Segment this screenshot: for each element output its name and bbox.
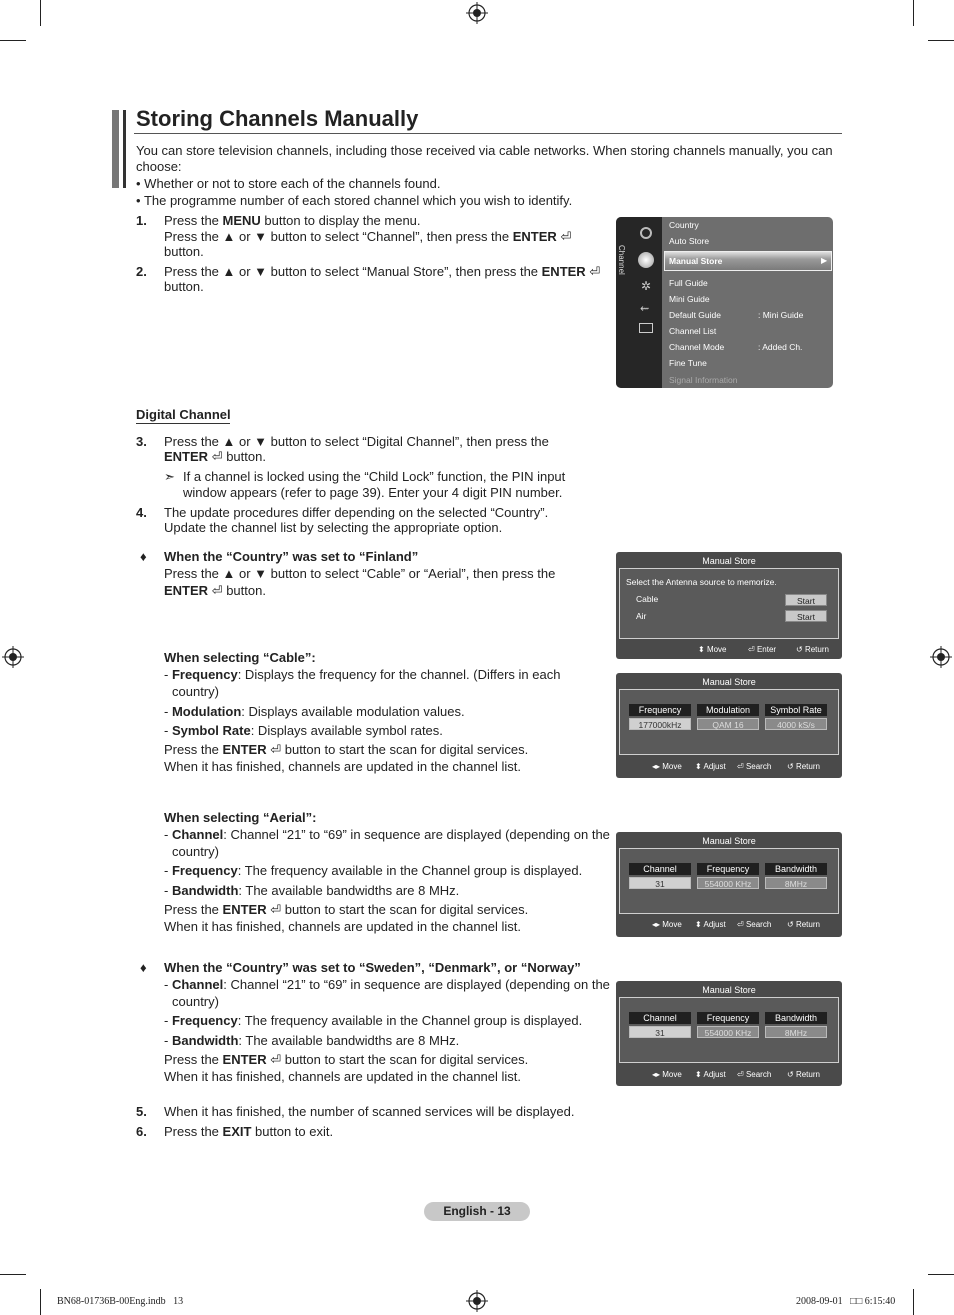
column-header: Bandwidth — [765, 863, 827, 875]
title-rule — [134, 133, 842, 134]
diamond-icon: ♦ — [140, 549, 147, 564]
footer-label: Move — [662, 762, 682, 771]
screen-title: Manual Store — [702, 985, 756, 995]
aerial-heading: When selecting “Aerial”: — [164, 810, 317, 825]
item-text: : The frequency available in the Channel group is displayed. — [237, 863, 583, 878]
menu-item-value: : Added Ch. — [758, 342, 803, 352]
print-file-info: BN68-01736B-00Eng.indb 13 — [57, 1296, 184, 1307]
step-text: Press the ▲ or ▼ button to select “Digital Channel”, then press the — [164, 434, 549, 449]
step-text-part: Press the — [164, 742, 223, 757]
menu-item-signal-information[interactable]: Signal Information — [669, 375, 738, 385]
return-icon: ↺ — [787, 920, 794, 929]
column-header: Frequency — [629, 704, 691, 716]
footer-move — [652, 1070, 682, 1079]
step-key: ENTER — [222, 902, 267, 917]
footer-adjust — [695, 762, 726, 771]
step-text — [164, 1124, 333, 1140]
aerial-item: - Frequency: The frequency available in the Channel group is displayed. — [164, 863, 583, 878]
crop-mark — [913, 0, 914, 26]
return-icon: ↺ — [787, 1070, 794, 1079]
crop-mark — [40, 1289, 41, 1315]
crop-mark — [913, 1289, 914, 1315]
updown-icon: ⬍ — [695, 920, 702, 929]
step-text-part: Press the ▲ or ▼ button to select “Manual Store”, then press the — [164, 264, 542, 279]
footer-adjust — [695, 1070, 726, 1079]
screen-panel — [619, 568, 839, 639]
country-text — [164, 583, 266, 599]
step-text-part: Press the — [164, 213, 223, 228]
screen-panel — [619, 848, 839, 914]
step-number: 1. — [136, 213, 147, 228]
registration-mark-icon — [2, 646, 24, 668]
column-header: Modulation — [697, 704, 759, 716]
enter-icon: ⏎ — [270, 742, 282, 757]
footer-label: Return — [795, 1070, 820, 1079]
column-header: Symbol Rate — [765, 704, 827, 716]
footer-label: Return — [804, 645, 829, 654]
registration-mark-icon — [930, 646, 952, 668]
menu-item-value: : Mini Guide — [758, 310, 804, 320]
channel-icon — [638, 252, 654, 268]
note-text: If a channel is locked using the “Child Lock” function, the PIN input — [183, 469, 566, 484]
menu-side-label: Channel — [617, 245, 626, 275]
leftright-icon: ◂▸ — [652, 762, 661, 771]
footer-return — [787, 762, 820, 771]
channel-menu-screen — [616, 217, 833, 388]
start-air-button[interactable]: Start — [785, 610, 827, 622]
step-key: ENTER — [541, 264, 586, 279]
manual-store-aerial-screen — [616, 832, 842, 937]
footer-label: Enter — [756, 645, 777, 654]
manual-store-cable-screen — [616, 673, 842, 778]
cable-item: country) — [172, 684, 219, 699]
cable-item: - Symbol Rate: Displays available symbol rates. — [164, 723, 443, 738]
step-text — [164, 229, 571, 245]
item-text: : Channel “21” to “69” in sequence are displayed (depending on the — [223, 977, 610, 992]
intro-bullet-text: Whether or not to store each of the channels found. — [144, 176, 441, 191]
item-text: : Channel “21” to “69” in sequence are displayed (depending on the — [223, 827, 610, 842]
footer-label: Move — [662, 1070, 682, 1079]
intro-text: You can store television channels, including those received via cable networks. When storing channels manually, you can — [136, 143, 833, 158]
picture-icon — [640, 227, 652, 239]
step-text: When it has finished, the number of scanned services will be displayed. — [164, 1104, 575, 1119]
nordic-item: country) — [172, 994, 219, 1009]
bandwidth-field[interactable]: 8MHz — [765, 877, 827, 889]
enter-icon: ⏎ — [560, 229, 572, 244]
step-text — [164, 213, 421, 229]
item-term: Channel — [171, 977, 224, 992]
screen-title: Manual Store — [702, 836, 756, 846]
step-text: The update procedures differ depending on the selected “Country”. — [164, 505, 549, 520]
menu-item-mini-guide[interactable]: Mini Guide — [669, 294, 710, 304]
nordic-item: - Channel: Channel “21” to “69” in sequence are displayed (depending on the — [164, 977, 610, 992]
footer-label: Return — [795, 762, 820, 771]
aerial-item: - Channel: Channel “21” to “69” in sequence are displayed (depending on the — [164, 827, 610, 842]
screen-title: Manual Store — [702, 556, 756, 566]
enter-icon: ⏎ — [211, 583, 223, 598]
leftright-icon: ◂▸ — [652, 920, 661, 929]
menu-item-channel-mode[interactable]: Channel Mode — [669, 342, 725, 352]
step-key: EXIT — [222, 1124, 252, 1139]
item-term: Frequency — [171, 667, 238, 682]
menu-item-channel-list[interactable]: Channel List — [669, 326, 717, 336]
antenna-option-label: Cable — [636, 594, 659, 604]
step-number: 3. — [136, 434, 147, 449]
footer-return — [787, 1070, 820, 1079]
step-text-part: Press the — [164, 1124, 223, 1139]
cable-item: - Frequency: Displays the frequency for the channel. (Differs in each — [164, 667, 561, 682]
column-header: Channel — [629, 1012, 691, 1024]
crop-mark — [0, 1274, 26, 1275]
footer-label: Return — [795, 920, 820, 929]
item-text: : The available bandwidths are 8 MHz. — [238, 1033, 460, 1048]
item-text: : Displays available modulation values. — [241, 704, 465, 719]
manual-store-antenna-screen — [616, 552, 842, 659]
footer-adjust — [695, 920, 726, 929]
footer-search — [737, 762, 771, 771]
footer-return — [796, 645, 829, 654]
step-text-part: button to exit. — [251, 1124, 334, 1139]
channel-field[interactable]: 31 — [629, 1026, 691, 1038]
step-text-part: button to start the scan for digital services. — [281, 742, 529, 757]
step-text: Update the channel list by selecting the appropriate option. — [164, 520, 503, 535]
aerial-finished: When it has finished, channels are updated in the channel list. — [164, 919, 522, 934]
frequency-field[interactable]: 554000 KHz — [697, 1026, 759, 1038]
footer-label: Move — [706, 645, 727, 654]
step-number: 5. — [136, 1104, 147, 1119]
item-term: Frequency — [171, 863, 238, 878]
step-number: 4. — [136, 505, 147, 520]
nordic-item: - Bandwidth: The available bandwidths are 8 MHz. — [164, 1033, 460, 1048]
step-text — [164, 264, 600, 280]
country-heading: When the “Country” was set to “Finland” — [164, 549, 419, 564]
return-icon: ↺ — [796, 645, 803, 654]
updown-icon: ⬍ — [698, 645, 705, 654]
frequency-field[interactable]: 554000 KHz — [697, 877, 759, 889]
enter-icon: ⏎ — [737, 762, 744, 771]
page-title: Storing Channels Manually — [136, 106, 419, 131]
nordic-press — [164, 1052, 528, 1068]
enter-icon: ⏎ — [270, 902, 282, 917]
screen-title: Manual Store — [702, 677, 756, 687]
intro-bullet-text: The programme number of each stored channel which you wish to identify. — [143, 193, 573, 208]
cable-press — [164, 742, 528, 758]
item-text: : Displays the frequency for the channel. (Differs in each — [237, 667, 561, 682]
updown-icon: ⬍ — [695, 762, 702, 771]
item-term: Channel — [171, 827, 224, 842]
menu-item-fine-tune[interactable]: Fine Tune — [669, 358, 707, 368]
enter-icon: ⏎ — [211, 449, 223, 464]
item-term: Modulation — [171, 704, 242, 719]
step-key: ENTER — [222, 1052, 267, 1067]
leftright-icon: ◂▸ — [652, 1070, 661, 1079]
title-accent-bar — [123, 110, 126, 188]
item-term: Frequency — [171, 1013, 238, 1028]
intro-text: choose: — [136, 159, 182, 174]
application-icon — [639, 323, 653, 333]
footer-label: Adjust — [703, 920, 726, 929]
menu-item-manual-store[interactable]: Manual Store — [669, 256, 723, 266]
step-number: 2. — [136, 264, 147, 279]
cable-heading: When selecting “Cable”: — [164, 650, 316, 665]
footer-label: Search — [745, 920, 772, 929]
step-key: MENU — [222, 213, 261, 228]
registration-mark-icon — [466, 1290, 488, 1312]
footer-return — [787, 920, 820, 929]
step-key: ENTER — [512, 229, 557, 244]
manual-store-nordic-screen — [616, 981, 842, 1086]
enter-icon: ⏎ — [748, 645, 755, 654]
channel-field[interactable]: 31 — [629, 877, 691, 889]
frequency-field[interactable]: 177000kHz — [629, 718, 691, 730]
menu-item-full-guide[interactable]: Full Guide — [669, 278, 708, 288]
step-key: ENTER — [164, 449, 209, 464]
bandwidth-field[interactable]: 8MHz — [765, 1026, 827, 1038]
note-arrow-icon: ➣ — [164, 469, 175, 484]
enter-icon: ⏎ — [737, 1070, 744, 1079]
footer-label: Adjust — [703, 762, 726, 771]
item-term: Symbol Rate — [171, 723, 251, 738]
menu-arrow-icon: ▶ — [821, 256, 828, 265]
start-cable-button[interactable]: Start — [785, 594, 827, 606]
cable-item: - Modulation: Displays available modulation values. — [164, 704, 465, 719]
footer-move — [652, 920, 682, 929]
screen-panel — [619, 689, 839, 755]
footer-label: Search — [745, 1070, 772, 1079]
step-text-part: button. — [222, 583, 266, 598]
step-text-part: button to start the scan for digital services. — [281, 1052, 529, 1067]
menu-item-country[interactable]: Country — [669, 220, 699, 230]
footer-move — [652, 762, 682, 771]
nordic-finished: When it has finished, channels are updated in the channel list. — [164, 1069, 522, 1084]
footer-enter — [748, 645, 776, 654]
item-term: Bandwidth — [171, 1033, 239, 1048]
step-text-part: Press the ▲ or ▼ button to select “Channel”, then press the — [164, 229, 513, 244]
setup-icon: ✲ — [641, 279, 652, 293]
footer-search — [737, 1070, 771, 1079]
enter-icon: ⏎ — [737, 920, 744, 929]
menu-item-default-guide[interactable]: Default Guide — [669, 310, 721, 320]
intro-bullet: • Whether or not to store each of the channels found. — [136, 176, 441, 191]
crop-mark — [928, 1274, 954, 1275]
step-number: 6. — [136, 1124, 147, 1139]
crop-mark — [0, 40, 26, 41]
symbol-rate-field[interactable]: 4000 kS/s — [765, 718, 827, 730]
column-header: Bandwidth — [765, 1012, 827, 1024]
item-text: : The frequency available in the Channel group is displayed. — [237, 1013, 583, 1028]
cable-finished: When it has finished, channels are updated in the channel list. — [164, 759, 522, 774]
item-term: Bandwidth — [171, 883, 239, 898]
diamond-icon: ♦ — [140, 960, 147, 975]
country-text: Press the ▲ or ▼ button to select “Cable” or “Aerial”, then press the — [164, 566, 556, 581]
footer-move — [698, 645, 727, 654]
step-text-part: Press the — [164, 1052, 223, 1067]
updown-icon: ⬍ — [695, 1070, 702, 1079]
step-text — [164, 449, 266, 465]
enter-icon: ⏎ — [589, 264, 601, 279]
footer-search — [737, 920, 771, 929]
item-text: : The available bandwidths are 8 MHz. — [238, 883, 460, 898]
footer-label: Adjust — [703, 1070, 726, 1079]
step-key: ENTER — [222, 742, 267, 757]
screen-panel — [619, 997, 839, 1063]
print-date-info: 2008-09-01 □□ 6:15:40 — [796, 1296, 896, 1307]
aerial-press — [164, 902, 528, 918]
step-text-part: Press the — [164, 902, 223, 917]
footer-label: Search — [745, 762, 772, 771]
return-icon: ↺ — [787, 762, 794, 771]
note-text: window appears (refer to page 39). Enter your 4 digit PIN number. — [183, 485, 563, 500]
column-header: Frequency — [697, 863, 759, 875]
step-text-part: button. — [222, 449, 266, 464]
item-text: : Displays available symbol rates. — [250, 723, 443, 738]
heading-underline — [136, 423, 230, 424]
step-text-part: button to display the menu. — [260, 213, 421, 228]
intro-bullet: • The programme number of each stored channel which you wish to identify. — [136, 193, 573, 208]
menu-item-auto-store[interactable]: Auto Store — [669, 236, 710, 246]
country-heading: When the “Country” was set to “Sweden”, “Denmark”, or “Norway” — [164, 960, 581, 975]
aerial-item: country) — [172, 844, 219, 859]
screen-prompt: Select the Antenna source to memorize. — [626, 577, 777, 587]
crop-mark — [928, 40, 954, 41]
step-text: button. — [164, 244, 204, 259]
footer-label: Move — [662, 920, 682, 929]
registration-mark-icon — [466, 2, 488, 24]
column-header: Channel — [629, 863, 691, 875]
crop-mark — [40, 0, 41, 26]
section-heading: Digital Channel — [136, 407, 231, 422]
step-text-part: button to start the scan for digital services. — [281, 902, 529, 917]
step-key: ENTER — [164, 583, 209, 598]
column-header: Frequency — [697, 1012, 759, 1024]
modulation-field[interactable]: QAM 16 — [697, 718, 759, 730]
input-icon: ⇜ — [640, 303, 650, 315]
nordic-item: - Frequency: The frequency available in the Channel group is displayed. — [164, 1013, 583, 1028]
step-text: button. — [164, 279, 204, 294]
page-number: English - 13 — [443, 1204, 511, 1218]
aerial-item: - Bandwidth: The available bandwidths are 8 MHz. — [164, 883, 460, 898]
antenna-option-label: Air — [636, 611, 647, 621]
enter-icon: ⏎ — [270, 1052, 282, 1067]
